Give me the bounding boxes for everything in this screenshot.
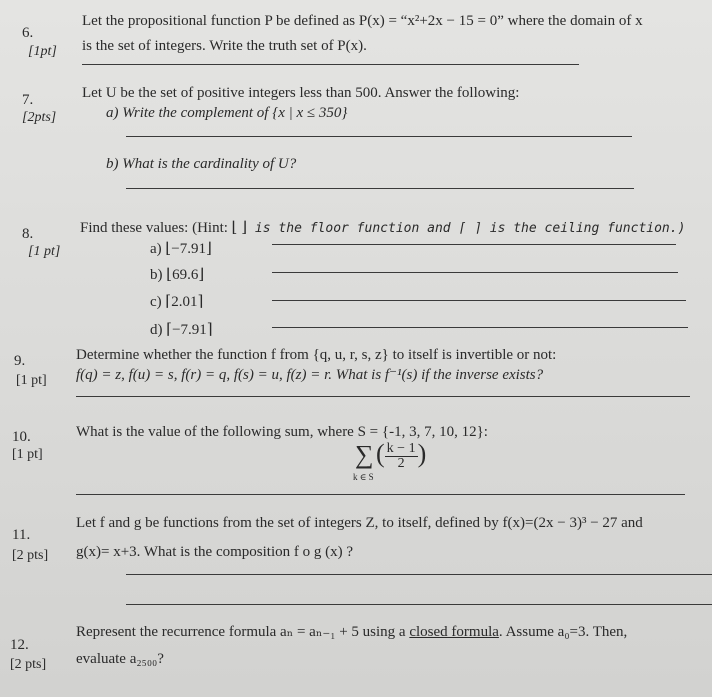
- q7-part-b: b) What is the cardinality of U?: [106, 156, 297, 172]
- q11-number: 11.: [12, 527, 31, 543]
- q8b-answer-line: [272, 272, 678, 273]
- q8-part-a: a) ⌊−7.91⌋: [150, 241, 212, 257]
- q8c-answer-line: [272, 300, 686, 301]
- q6-text-line1: Let the propositional function P be defined as P(x) = “x²+2x − 15 = 0” where the domain of x: [82, 13, 643, 29]
- q9-answer-line: [76, 396, 690, 397]
- q11-points: [2 pts]: [12, 548, 49, 563]
- q7-text-line1: Let U be the set of positive integers less than 500. Answer the following:: [82, 85, 520, 101]
- q12-text-end: . Assume a₀=3. Then,: [498, 624, 628, 640]
- q6-number: 6.: [22, 25, 34, 41]
- q10-number: 10.: [12, 429, 31, 445]
- q10-sum-subscript: k ∈ S: [353, 472, 374, 482]
- q10-sum-symbol: ∑: [355, 440, 374, 469]
- q10-fraction: [385, 442, 418, 471]
- q6-answer-line: [82, 64, 579, 65]
- q8-hint-start: Find these values: (Hint: ⌊ ⌋: [80, 220, 248, 236]
- q12-text-start: Represent the recurrence formula aₙ = aₙ₋₁ + 5 using a: [76, 624, 410, 640]
- q9-points: [1 pt]: [16, 373, 47, 388]
- q8-part-c: c) ⌈2.01⌉: [150, 294, 204, 310]
- q11-text-line2: g(x)= x+3. What is the composition f o g (x) ?: [76, 544, 354, 560]
- q9-text-line2: f(q) = z, f(u) = s, f(r) = q, f(s) = u, f(z) = r. What is f⁻¹(s) if the inverse exists?: [76, 367, 544, 383]
- q7-points: [2pts]: [22, 110, 57, 125]
- q11-text-line1: Let f and g be functions from the set of integers Z, to itself, defined by f(x)=(2x − 3)³ − 27 and: [76, 515, 643, 531]
- q9-number: 9.: [14, 353, 26, 369]
- q10-expression: ( $\frac{k - 1}{2}$ ): [376, 439, 427, 471]
- q7-part-a: a) Write the complement of {x | x ≤ 350}: [106, 105, 348, 121]
- q12-text-line1: [76, 623, 627, 641]
- q12-points: [2 pts]: [10, 657, 47, 672]
- q9-text-line1: Determine whether the function f from {q, u, r, s, z} to itself is invertible or not:: [76, 347, 557, 363]
- q8-hint-ceiling: is the ceiling function.): [481, 221, 686, 236]
- q8-hint-line: [80, 219, 685, 238]
- q11-answer-line-2: [126, 604, 712, 605]
- q8d-answer-line: [272, 327, 688, 328]
- q8-hint-floor: is the floor function and ⌈ ⌉: [247, 221, 482, 236]
- q12-number: 12.: [10, 637, 29, 653]
- q10-fraction-top: k − 1: [386, 440, 416, 456]
- q8-number: 8.: [22, 226, 34, 242]
- q8-points: [1 pt]: [28, 244, 61, 259]
- q6-text-line2: is the set of integers. Write the truth set of P(x).: [82, 38, 367, 54]
- q11-answer-line-1: [126, 574, 712, 575]
- q6-points: [1pt]: [28, 44, 57, 59]
- q10-fraction-bottom: 2: [397, 455, 405, 471]
- q8-part-b: b) ⌊69.6⌋: [150, 267, 205, 283]
- q10-text-line1: What is the value of the following sum, where S = {-1, 3, 7, 10, 12}:: [76, 424, 488, 440]
- q12-closed-formula: closed formula: [409, 624, 499, 640]
- q10-answer-line: [76, 494, 685, 495]
- q8a-answer-line: [272, 244, 676, 245]
- q7-number: 7.: [22, 92, 34, 108]
- q7b-answer-line: [126, 188, 634, 189]
- q10-points: [1 pt]: [12, 447, 43, 462]
- q8-part-d: d) ⌈−7.91⌉: [150, 322, 213, 338]
- q12-text-line2: evaluate a₂₅₀₀?: [76, 651, 164, 667]
- q7a-answer-line: [126, 136, 632, 137]
